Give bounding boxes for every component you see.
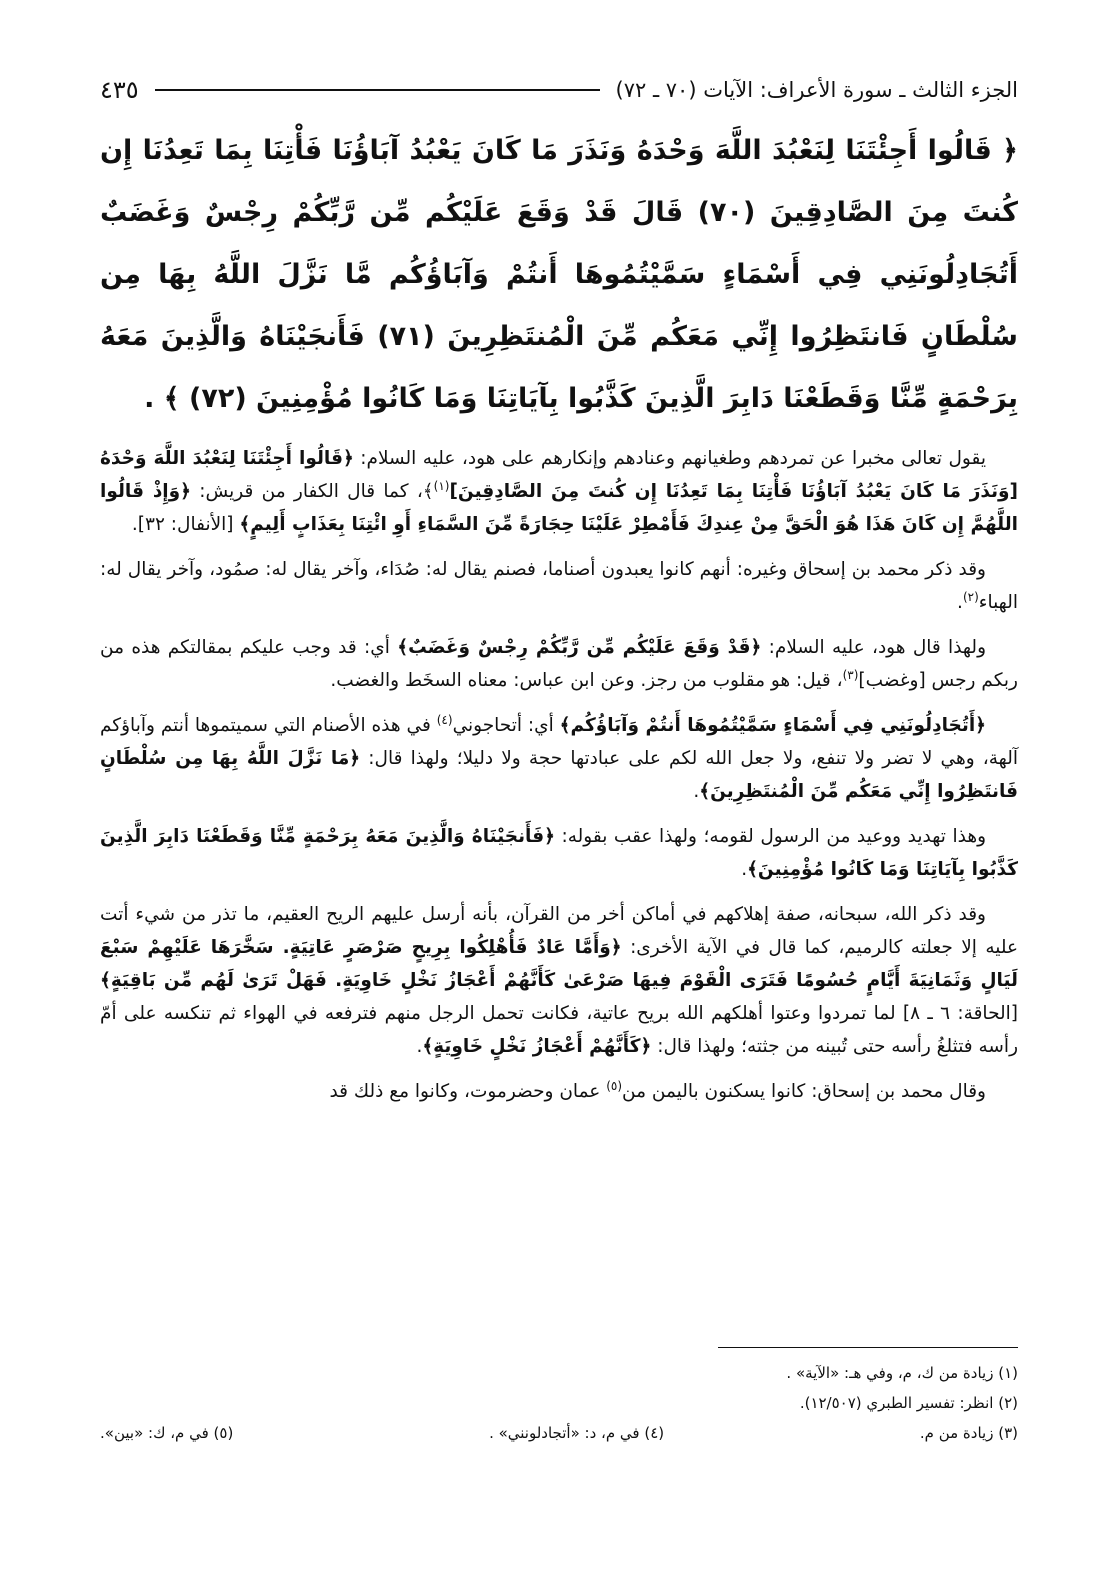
quran-quote: ﴿فَأَنجَيْنَاهُ وَالَّذِينَ مَعَهُ بِرَحْمَةٍ مِّنَّا وَقَطَعْنَا دَابِرَ الَّذِينَ كَذَّبُوا بِآيَاتِنَا وَمَا كَانُوا مُؤْمِنِينَ﴾	[100, 826, 1018, 880]
footnote-ref: (٣)	[842, 667, 859, 682]
quran-quote: ﴿أَتُجَادِلُونَنِي فِي أَسْمَاءٍ سَمَّيْتُمُوهَا أَنتُمْ وَآبَاؤُكُم﴾	[559, 715, 987, 736]
footnote-2: (٢) انظر: تفسير الطبري (١٢/٥٠٧).	[799, 1394, 1018, 1412]
page-number: ٤٣٥	[100, 76, 139, 104]
quran-quote: ﴿مَا نَزَّلَ اللَّهُ بِهَا مِن سُلْطَانٍ فَانتَظِرُوا إِنِّي مَعَكُم مِّنَ الْمُنتَظِرِينَ﴾	[100, 748, 1018, 802]
quran-quote: ﴿كَأَنَّهُمْ أَعْجَازُ نَخْلٍ خَاوِيَةٍ﴾	[422, 1036, 652, 1057]
paragraph-5	[100, 820, 1018, 886]
text: وقال محمد بن إسحاق: كانوا يسكنون باليمن من	[622, 1081, 986, 1102]
footnote-rule	[718, 1347, 1018, 1348]
text: .	[416, 1036, 423, 1057]
footnote-1: (١) زيادة من ك، م، وفي هـ: «الآية» .	[786, 1364, 1018, 1382]
quran-quote: ﴿قَدْ وَقَعَ عَلَيْكُم مِّن رَّبِّكُمْ رِجْسٌ وَغَضَبٌ﴾	[397, 637, 762, 658]
paragraph-6	[100, 898, 1018, 1063]
text: عمان وحضرموت، وكانوا مع ذلك قد	[329, 1081, 607, 1102]
paragraph-3	[100, 631, 1018, 697]
footnote-ref: (٢)	[962, 589, 979, 604]
paragraph-1	[100, 442, 1018, 541]
header-rule	[155, 89, 600, 91]
quran-quote: ﴿وَإِذْ قَالُوا اللَّهُمَّ إِن كَانَ هَذَا هُوَ الْحَقَّ مِنْ عِندِكَ فَأَمْطِرْ عَلَيْنَا حِجَارَةً مِّنَ السَّمَاءِ أَوِ ائْتِنَا بِعَذَابٍ أَلِيمٍ﴾	[100, 481, 1018, 535]
text: أي: قد وجب عليكم بمقالتكم هذه من ربكم رجس [وغضب]	[100, 637, 1018, 691]
text: وقد ذكر الله، سبحانه، صفة إهلاكهم في أماكن أخر من القرآن، بأنه أرسل عليهم الريح العقيم، ما تذر من شيء أتت عليه إلا جعلته كالرميم، كما قال في الآية الأخرى:	[100, 904, 1018, 958]
paragraph-2	[100, 553, 1018, 619]
footnote-4: (٤) في م، د: «أتجادلونني» .	[489, 1424, 665, 1442]
footnote-3: (٣) زيادة من م.	[919, 1424, 1018, 1442]
quran-quote: ﴿وَأَمَّا عَادٌ فَأُهْلِكُوا بِرِيحٍ صَرْصَرٍ عَاتِيَةٍ. سَخَّرَهَا عَلَيْهِمْ سَبْعَ لَيَالٍ وَثَمَانِيَةَ أَيَّامٍ حُسُومًا فَتَرَى الْقَوْمَ فِيهَا صَرْعَىٰ كَأَنَّهُمْ أَعْجَازُ نَخْلٍ خَاوِيَةٍ. فَهَلْ تَرَىٰ لَهُم مِّن بَاقِيَةٍ﴾	[100, 937, 1018, 991]
text: [الحاقة: ٦ ـ ٨] لما تمردوا وعتوا أهلكهم الله بريح عاتية، فكانت تحمل الرجل منهم فترفعه في الهواء ثم تنكسه على أمّ رأسه فتثلغُ رأسه حتى تُبينه من جثته؛ ولهذا قال:	[100, 1003, 1019, 1057]
text: ﴾، كما قال الكفار من قريش:	[191, 481, 434, 502]
text: ولهذا قال هود، عليه السلام:	[761, 637, 987, 658]
footnotes	[100, 1347, 1018, 1448]
text: [الأنفال: ٣٢].	[131, 514, 240, 535]
footnote-ref: (٥)	[606, 1078, 623, 1093]
quran-verses-block: ﴿ قَالُوا أَجِئْتَنَا لِنَعْبُدَ اللَّهَ وَحْدَهُ وَنَذَرَ مَا كَانَ يَعْبُدُ آبَاؤُنَا فَأْتِنَا بِمَا تَعِدُنَا إِن كُنتَ مِنَ الصَّادِقِينَ (٧٠) قَالَ قَدْ وَقَعَ عَلَيْكُم مِّن رَّبِّكُمْ رِجْسٌ وَغَضَبٌ أَتُجَادِلُونَنِي فِي أَسْمَاءٍ سَمَّيْتُمُوهَا أَنتُمْ وَآبَاؤُكُم مَّا نَزَّلَ اللَّهُ بِهَا مِن سُلْطَانٍ فَانتَظِرُوا إِنِّي مَعَكُم مِّنَ الْمُنتَظِرِينَ (٧١) فَأَنجَيْنَاهُ وَالَّذِينَ مَعَهُ بِرَحْمَةٍ مِّنَّا وَقَطَعْنَا دَابِرَ الَّذِينَ كَذَّبُوا بِآيَاتِنَا وَمَا كَانُوا مُؤْمِنِينَ (٧٢) ﴾ .	[100, 135, 1018, 414]
footnote-ref: (١)	[433, 478, 450, 493]
footnote-ref: (٤)	[436, 712, 453, 727]
header-title: الجزء الثالث ـ سورة الأعراف: الآيات (٧٠ ـ ٧٢)	[615, 78, 1018, 102]
text: .	[957, 592, 963, 613]
text: في هذه الأصنام التي سميتموها أنتم وآباؤكم آلهة، وهي لا تضر ولا تنفع، ولا جعل الله لكم على عبادتها حجة ولا دليلا؛ ولهذا قال:	[100, 715, 1018, 769]
text: وهذا تهديد ووعيد من الرسول لقومه؛ ولهذا عقب بقوله:	[554, 826, 987, 847]
text: .	[741, 859, 748, 880]
text: .	[693, 781, 700, 802]
quran-quote: ﴿قَالُوا أَجِئْتَنَا لِنَعْبُدَ اللَّهَ وَحْدَهُ [وَنَذَرَ مَا كَانَ يَعْبُدُ آبَاؤُنَا فَأْتِنَا بِمَا تَعِدُنَا إِن كُنتَ مِنَ الصَّادِقِينَ]	[100, 448, 1019, 502]
paragraph-4	[100, 709, 1018, 808]
footnote-5: (٥) في م، ك: «بين».	[100, 1424, 234, 1442]
running-header	[100, 68, 1018, 112]
text: ، قيل: هو مقلوب من رجز. وعن ابن عباس: معناه السخَط والغضب.	[330, 670, 843, 691]
paragraph-7	[100, 1075, 1018, 1108]
text: وقد ذكر محمد بن إسحاق وغيره: أنهم كانوا يعبدون أصناما، فصنم يقال له: صُدَاء، وآخر يقال له: صمُود، وآخر يقال له: الهباء	[100, 559, 1018, 613]
footnote-row	[100, 1418, 1018, 1448]
text: يقول تعالى مخبرا عن تمردهم وطغيانهم وعنادهم وإنكارهم على هود، عليه السلام:	[353, 448, 986, 469]
text: أي: أتحاجوني	[452, 715, 560, 736]
